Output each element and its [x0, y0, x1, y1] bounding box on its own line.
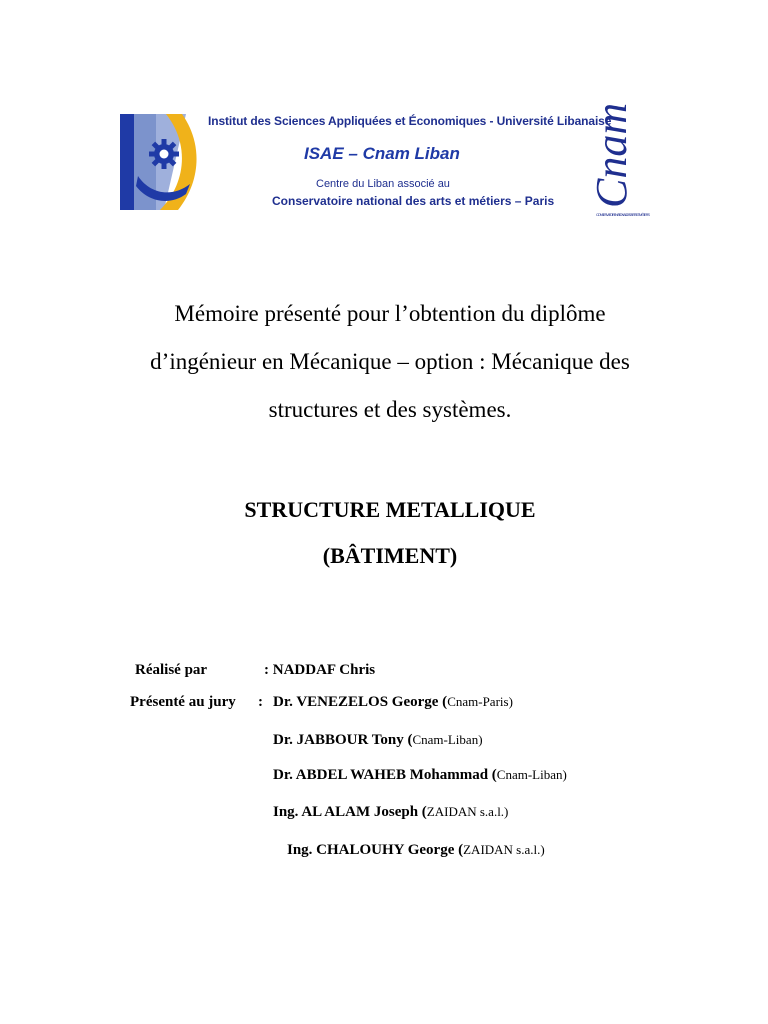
program-name: ISAE – Cnam Liban [304, 144, 460, 163]
jury-member-name: Dr. ABDEL WAHEB Mohammad ( [273, 767, 497, 783]
jury-member [287, 842, 545, 859]
jury-member-name: Dr. VENEZELOS George ( [273, 694, 448, 710]
cnam-logo [587, 102, 654, 230]
jury-member-name: Ing. CHALOUHY George ( [287, 842, 464, 858]
realise-label: Réalisé par [135, 662, 208, 678]
institute-name: Institut des Sciences Appliquées et Économiques - Université Libanaise [208, 114, 612, 128]
jury-member [273, 694, 513, 711]
isae-logo [120, 114, 202, 210]
document-subtitle: (BÂTIMENT) [322, 543, 458, 568]
realise-value: : NADDAF Chris [264, 662, 376, 678]
cnam-logo-subtext: CONSERVATOIRE NATIONAL DES ARTS ET MÉTIERS [596, 212, 650, 217]
jury-member [273, 732, 483, 749]
center-text: Centre du Liban associé au [316, 178, 450, 190]
jury-member [273, 767, 567, 784]
jury-member-affiliation: Cnam-Liban) [496, 767, 567, 782]
memoire-line-1: Mémoire présenté pour l’obtention du diplôme [174, 301, 606, 326]
jury-member-affiliation: Cnam-Paris) [447, 694, 513, 709]
conservatoire-text: Conservatoire national des arts et métiers – Paris [272, 194, 555, 208]
jury-member [273, 804, 508, 821]
jury-separator: : [258, 694, 263, 710]
jury-member-affiliation: ZAIDAN s.a.l.) [426, 804, 509, 819]
jury-member-affiliation: ZAIDAN s.a.l.) [463, 842, 545, 857]
memoire-line-3: structures et des systèmes. [268, 397, 512, 422]
jury-member-affiliation: Cnam-Liban) [412, 732, 483, 747]
jury-member-name: Ing. AL ALAM Joseph ( [273, 804, 427, 820]
jury-member-name: Dr. JABBOUR Tony ( [273, 732, 413, 748]
jury-label: Présenté au jury [130, 694, 236, 710]
document-title: STRUCTURE METALLIQUE [244, 497, 536, 522]
gear-icon [120, 114, 202, 210]
memoire-line-2: d’ingénieur en Mécanique – option : Mécanique des [150, 349, 630, 374]
cnam-logo-text: Cnam [587, 102, 636, 208]
